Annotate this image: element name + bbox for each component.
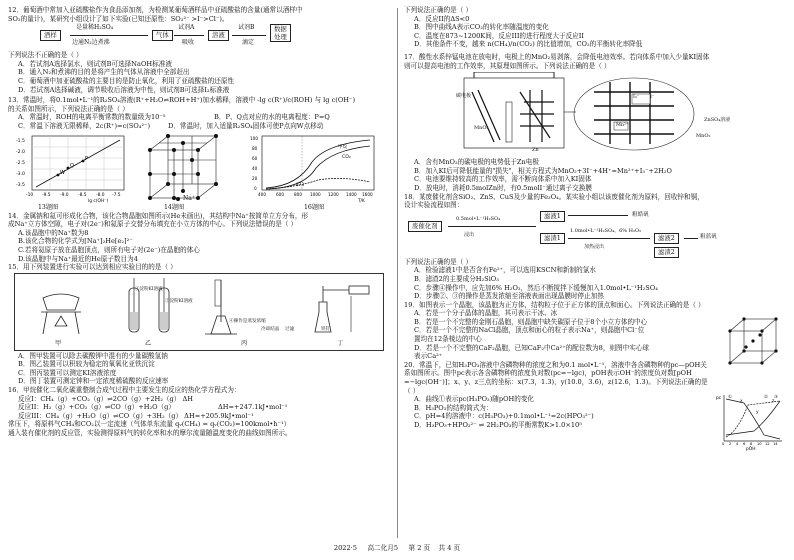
fig14-caption: 14题图 [164, 203, 185, 211]
q16-dh2: ΔH=+247.1kJ•mol⁻¹ [218, 403, 288, 412]
flow18-zinc-product: 粗皓矾 [632, 211, 649, 218]
q20-ylabel: pc [716, 395, 722, 401]
flow-arrow-1 [70, 35, 148, 36]
q16-reaction-3: 反应III：CH₄（g）+H₂O（g）⇌CO（g）+3H₂（g） ΔH=+205.9kJ•mol⁻¹ [18, 411, 254, 420]
q15-apparatus-row [14, 273, 384, 351]
apparatus-label-jia: 甲 [55, 339, 62, 347]
fig16-xtick-2: 600 [276, 191, 284, 197]
q14-option-c: C.若将氦原子放在晶胞顶点，则所有电子对(2e⁻)在晶胞的体心 [18, 245, 200, 254]
fig13-xtick-3: -9.0 [60, 192, 69, 198]
q17-label-mno2: MnO₂ [474, 125, 489, 132]
fig13-xtick-1: -10 [26, 192, 34, 198]
fig13-point-w: W [60, 169, 65, 176]
flow-box-solution: 溶液 [208, 30, 229, 41]
flow18-acid-1: 0.5mol•L⁻¹H₂SO₄ [456, 215, 501, 222]
question-12 [8, 6, 390, 94]
flow18-acid-2: 1.0mol•L⁻¹H₂SO₄、6% H₂O₂ [570, 227, 642, 234]
q19-option-c: C．若是一个不完整的NaCl晶胞，顶点和面心的粒子表示Na⁺，则晶胞中Cl⁻位 [414, 326, 645, 335]
fig13-ytick-2: -2.0 [16, 149, 25, 155]
question-14 [8, 212, 390, 264]
q17-label-zn: Zn [532, 147, 539, 154]
flow18-arrow-3 [568, 238, 650, 239]
q20-line-1: 20．常温下，已知H₃PO₃溶液中含磷物种的浓度之和为0.1 mol•L⁻¹，溶液中各含磷物种的pc—pOH关 [404, 360, 707, 369]
q16-reaction-2: 反应II：H₂（g）+CO₂（g）⇌CO（g）+H₂O（g） [18, 403, 175, 412]
q12-option-a: A．若试剂A选择氯水，则试剂B可选择NaOH标准液 [18, 59, 172, 68]
flow-titrate: 滴定 [242, 39, 255, 47]
fig13-ytick-4: -3.0 [16, 171, 25, 177]
q19-option-a: A．若是一个分子晶体的晶胞，其可表示干冰、冰 [414, 309, 558, 318]
flow-reagent-1b: 边通N₂边煮沸 [72, 39, 110, 47]
q17-figure [404, 72, 786, 156]
q17-line-2: 则可以提高电池的工作效率，其原理如图所示。下列说法正确的是（ ） [404, 61, 611, 70]
q15-option-a: A．图甲装置可以除去碳酸钾中混有的少量碳酸氢钠 [18, 351, 168, 360]
flow18-filtrate-2: 滤液2 [654, 233, 679, 244]
q20-xtick-6: 12 [765, 441, 770, 446]
q17-line-1: 17．酸性水系锌锰电池在放电时，电极上的MnO₂易剥落，会降低电池效率。若向体系中加入少量KI固体 [404, 52, 710, 61]
question-19 [404, 301, 786, 361]
fig13-xtick-6: -7.5 [112, 192, 121, 198]
apparatus-ding [305, 276, 377, 338]
flow18-heat-leach: 加热浸出 [584, 243, 605, 250]
fig13-ytick-5: -3.5 [16, 182, 25, 188]
q18-flowchart [404, 211, 786, 257]
left-column [8, 6, 390, 542]
fig13-xtick-5: -8.0 [96, 192, 105, 198]
q16-reaction-2-row [8, 403, 390, 412]
q20-pc-poh-graph [714, 391, 784, 451]
fig16-xtick-6: 1400 [346, 191, 357, 197]
fig16-curve-1: 甲烷 [338, 144, 348, 150]
q20-xlabel: pOH [746, 446, 756, 451]
q17-option-b: B．加入KI后可降低能量的"损失"，相关方程式为MnO₂+3I⁻+4H⁺=Mn²⁺+I₃⁻+2H₂O [414, 166, 672, 175]
q16-line-5: 常压下，将原料气CH₄和CO₂以一定流速（气体单东流量 qᵥ(CH₄) = qᵥ(CO₂)=100kmol•h⁻¹） [8, 420, 291, 429]
q16-reaction-1: 反应I：CH₄（g）+CO₂（g）⇌2CO（g）+2H₂（g） ΔH [18, 394, 193, 403]
apparatus-label-yi: 乙 [145, 339, 152, 347]
fig13-xtick-2: -9.5 [42, 192, 51, 198]
rq16-option-d: D．其他条件不变，越来 n(CH₄)/n(CO₂) 的比值增加，CO₂的平衡转化率降低 [414, 40, 643, 49]
q14-line-2: 成Na⁺立方体空隙，电子对(2e⁻)和氦原子交替分布填充在小立方体的中心。下列说法错误的是（ ） [8, 220, 298, 229]
rq16-option-a: A．反应II的ΔS<0 [414, 14, 470, 23]
column-divider [397, 8, 398, 538]
q13-option-b: B．P、Q点对应的水的电离程度：P=Q [214, 113, 330, 122]
q18-option-d: D．步骤②、③的操作是蒸发浓缩至溶液表面出现晶膜时停止加热 [414, 292, 604, 301]
apparatus-ding-text: 铁钉 [321, 326, 331, 332]
flow-arrow-3 [232, 35, 266, 36]
flow18-arrow-2 [568, 215, 628, 216]
rq16-question: 下列说法正确的是（ ） [404, 6, 473, 14]
apparatus-yi-text-1: ①淀粉KI溶液 [135, 286, 163, 292]
q20-xtick-0: 0 [722, 441, 725, 446]
figure-13-graph [8, 132, 128, 204]
footer-course: 高二化月5 [367, 544, 399, 552]
fig16-curve-2: CO₂ [342, 154, 351, 160]
q18-option-c: C．步骤④操作中，应先加6% H₂O₂，然后不断搅拌下缓慢加入1.0mol•L⁻¹H₂SO₄ [414, 283, 658, 292]
question-16-options [404, 6, 786, 49]
figure-16-graph [238, 132, 388, 204]
fig16-xunit: T/K [358, 197, 365, 203]
q13-option-d: D．常温时，加入适量R₂SO₄固体可使P点向W点移动 [168, 121, 324, 130]
footer-total: 共 4 页 [438, 544, 461, 552]
q14-option-d: D.该晶胞中与Na⁺最近的He原子数目为4 [18, 254, 138, 263]
q18-line-2: 设计实验流程如图： [404, 201, 464, 210]
battery-diagram [454, 72, 714, 156]
flow18-catalyst: 废催化剂 [408, 221, 442, 232]
q17-option-c: C．电池要维持较高的工作效率，需不断向体系中加入KI固体 [414, 175, 592, 184]
q19-option-d: D．若是一个不完整的CaF₂晶胞，已知CaF₂中Ca²⁺的配位数为8，则图中实心球 [414, 343, 650, 352]
q20-xtick-4: 8 [750, 441, 753, 446]
fig16-xtick-5: 1200 [328, 191, 339, 197]
fig13-point-q: Q [70, 162, 74, 169]
q18-question: 下列说法正确的是（ ） [404, 257, 473, 266]
flow18-arrow-4 [684, 238, 698, 239]
flow-arrow-2 [174, 35, 204, 36]
apparatus-label-bing: 丙 [241, 339, 248, 347]
fig16-xtick-7: 1600 [362, 191, 373, 197]
question-17 [404, 53, 786, 193]
apparatus-label-ding: 丁 [337, 339, 344, 347]
q12-flowchart [38, 24, 390, 50]
apparatus-bing-text-2: 冷却结晶 [261, 326, 280, 332]
q20-option-a: A．曲线①表示pc(H₃PO₃)随pOH的变化 [414, 395, 535, 404]
q13-stem-line-1: 13．常温时，将0.1mol•L⁻¹的R₂SO₄溶液(R⁺+H₂O⇌ROH+H⁺)加水稀释，溶液中 -lg c(R⁺)/c(ROH) 与 lg c(OH⁻) [8, 96, 356, 105]
q20-point-x: x [740, 398, 743, 404]
q20-xtick-3: 6 [743, 441, 746, 446]
figures-row [8, 132, 390, 212]
q20-option-c: C．pH=4的溶液中：c(H₃PO₃)+0.1mol•L⁻¹=2c(HPO₃²⁻) [414, 412, 594, 421]
q17-option-d: D．放电时，消耗0.5molZn时，有0.5molI⁻通过离子交换膜 [414, 183, 592, 192]
fig13-ytick-3: -2.5 [16, 160, 25, 166]
fig13-caption: 13题图 [38, 203, 59, 211]
question-16 [8, 386, 390, 438]
q20-line-4: （ ） [404, 386, 420, 395]
q20-curve-1: ① [728, 394, 732, 400]
flow-box-gas: 气体 [152, 30, 173, 41]
q12-stem-line-1: 12．葡萄酒中常加入亚硫酸盐作为食品添加剂，为检测某葡萄酒样品中亚硫酸盐的含量(通常以酒样中 [8, 6, 303, 14]
q14-option-a: A.该晶胞中的Na⁺数为8 [18, 228, 89, 237]
fig14-legend: Na⁺ [183, 194, 195, 202]
q17-label-mno2-2: MnO₂ [696, 133, 711, 140]
q15-option-d: D．图丁装置可测定钟和一定浓度稀硫酸的反应速率 [18, 377, 169, 386]
fig13-ytick-1: -1.5 [16, 138, 25, 144]
flow-absorb: 吸收 [182, 39, 195, 47]
fig16-873: 873 [296, 181, 304, 187]
fig13-xlabel: lg c(OH⁻) [88, 198, 109, 204]
fig16-ytick-5: 20 [252, 175, 258, 181]
q14-option-b: B.该化合物的化学式为[Na⁺]₂He[e₂]²⁻ [18, 237, 133, 246]
fig16-ytick-3: 60 [252, 155, 258, 161]
apparatus-bing-text-3: 过滤 [285, 326, 295, 332]
q18-option-a: A．检验滤液1中是否含有Fe²⁺，可以选用KSCN和新制的氯水 [414, 266, 596, 275]
q16-line-1: 16．甲烷催化二氧化碳重整制合成气过程中主要发生的反应的热化学方程式为： [8, 386, 241, 395]
q14-line-1: 14．金属钠和氦可形成化合物，该化合物晶胞如图所示(He未画出)，其结构中Na⁺按简单立方分布，形 [8, 211, 309, 220]
q20-xtick-7: 14 [773, 441, 778, 446]
flow-box-wine: 酒样 [40, 30, 61, 41]
fig16-ytick-6: 0 [254, 185, 257, 191]
fig13-xtick-4: -8.5 [78, 192, 87, 198]
q20-xtick-1: 2 [729, 441, 732, 446]
question-20 [404, 360, 786, 451]
q15-stem: 15．用下列装置进行实验可以达到相应实验目的的是（ ） [8, 263, 177, 272]
question-15 [8, 263, 390, 386]
flow-reagent-1: 是量稀H₂SO₄ [76, 24, 114, 32]
flow-reagent-a: 试剂A [178, 24, 195, 32]
flow18-copper-product: 粗蓝矾 [700, 233, 717, 240]
q17-label-carbon: 碳电极 [456, 93, 472, 100]
q12-question: 下列说法不正确的是（ ） [8, 51, 83, 60]
q12-option-b: B．通入N₂和煮沸的目的是将产生的气体从溶液中全部赶出 [18, 68, 190, 77]
q20-line-2: 系如图所示。图中pc表示各含磷物种的浓度负对数(pc=−lgc)，pOH表示OH⁻的浓度负对数[pOH [404, 369, 692, 378]
question-18 [404, 193, 786, 301]
q13-option-c: C．常温下溶液无限稀释，2c(R⁺)=c(SO₄²⁻) [18, 121, 151, 130]
question-13 [8, 96, 390, 130]
q13-options-row-2 [8, 122, 390, 131]
flow-reagent-b: 试剂B [238, 24, 255, 32]
right-column [404, 6, 786, 542]
apparatus-yi-text-2: ②淀粉KI溶液 [165, 298, 193, 304]
footer-date: 2022·5 [333, 544, 357, 552]
q12-option-c: C．葡萄酒中加亚硫酸盐的主要目的是防止氧化，利用了亚硫酸盐的还原性 [18, 76, 235, 85]
q13-options-row-1 [8, 113, 390, 122]
rq16-option-b: B．图中曲线A表示CO₂的转化率随温度的变化 [414, 23, 549, 32]
flow18-arrow-1 [448, 226, 536, 227]
fig16-xtick-4: 1000 [310, 191, 321, 197]
q20-point-y: y [756, 409, 759, 415]
fig16-caption: 16题图 [304, 203, 325, 211]
q16-line-6: 通入装有催化剂的反应管，实验测得原料气的转化率和水的摩尔流量随温度变化的曲线如图所示。 [8, 429, 292, 438]
q19-option-d-cont: 表示Ca²⁺ [414, 352, 443, 361]
q19-option-c-cont: 置均在12条棱边的中心 [414, 335, 482, 344]
flow18-leach-1: 浸出 [464, 231, 475, 238]
q17-label-mn2: Mn²⁺ [616, 123, 629, 129]
q19-stem: 19．如图表示一个晶胞，该晶胞为正方体，结构粒子位于正方体的顶点和面心。下列说法正确的是（ ） [404, 300, 705, 309]
rq16-option-c: C．温度在873~1200K间，反应III的进行程度大于反应II [414, 31, 584, 40]
q13-option-a: A．常温时，ROH的电离平衡常数的数量级为10⁻⁵ [18, 113, 166, 122]
flow18-residue-2: 滤渣2 [654, 247, 679, 258]
page-footer [0, 544, 794, 553]
fig16-xtick-1: 400 [258, 191, 266, 197]
q20-curve-2: ② [764, 394, 768, 400]
fig16-ytick-1: 100 [250, 135, 258, 141]
q17-label-i: I⁻ [650, 95, 655, 101]
q18-option-b: B．滤渣2的主要成分H₂SiO₃ [414, 274, 499, 283]
q18-line-1: 18．某废催化剂含SiO₂、ZnS、CuS及少量的Fe₃O₄。某实验小组以该废催化剂为原料，回收锌和铜， [404, 192, 704, 201]
q17-label-i3: I₃⁻ [633, 95, 640, 101]
footer-page: 第 2 页 [408, 544, 431, 552]
q15-option-c: C．图丙装置可以测定KI溶液浓度 [18, 368, 117, 377]
q20-line-3: =−lgc(OH⁻)]；x、y、z三点的坐标：x(7.3，1.3)，y(10.0，3.6)，z(12.6，1.3)。下列说法正确的是 [404, 378, 708, 387]
fig16-xtick-3: 800 [294, 191, 302, 197]
q20-xtick-2: 4 [736, 441, 739, 446]
fig13-point-p: P [85, 155, 89, 162]
q19-option-b: B．若是一个不完整的金刚石晶胞，则晶胞中缺失碳原子位于8个小立方体的中心 [414, 317, 648, 326]
q12-option-d: D．若试剂A选择碱液，调节吸收后溶液为中性，则试剂B可选择I₂标准液 [18, 85, 230, 94]
apparatus-jia [21, 276, 101, 338]
q17-label-znso4: ZnSO₄溶液 [704, 117, 731, 124]
q15-option-b: B．图乙装置可以积较为稳定的氧氧化亚铁沉淀 [18, 360, 155, 369]
flow-box-data: 数据 处理 [270, 24, 291, 42]
fig16-ytick-4: 40 [252, 165, 258, 171]
apparatus-bing-text-1: ④操作是蒸发浓缩 [229, 318, 266, 324]
flow18-residue-1: 滤渣1 [540, 233, 565, 244]
fig16-ytick-2: 80 [252, 145, 258, 151]
q17-option-a: A．含有MnO₂的碳电极的电势低于Zn电极 [414, 158, 539, 167]
figure-14-crystal [140, 132, 230, 204]
q20-option-d: D．H₃PO₃+HPO₃²⁻ ⇌ 2H₂PO₃的平衡常数K>1.0×10⁵ [414, 421, 582, 429]
flow18-filtrate-1: 滤液1 [540, 211, 565, 222]
q12-stem-line-2: SO₂的量计)，某研究小组设计了如下实验(已知还原性：SO₃²⁻ >I⁻>Cl⁻)。 [8, 14, 229, 23]
q19-cell-diagram [726, 317, 782, 365]
q20-xtick-5: 10 [757, 441, 762, 446]
fig14-legend-dot [176, 197, 180, 201]
q20-option-b: B．H₃PO₃的结构简式为： [414, 403, 493, 412]
q13-stem-line-2: 的关系如图所示，下列说法正确的是（ ） [8, 104, 129, 113]
q20-curve-3: ③ [774, 394, 778, 400]
q20-point-z: z [772, 398, 775, 404]
